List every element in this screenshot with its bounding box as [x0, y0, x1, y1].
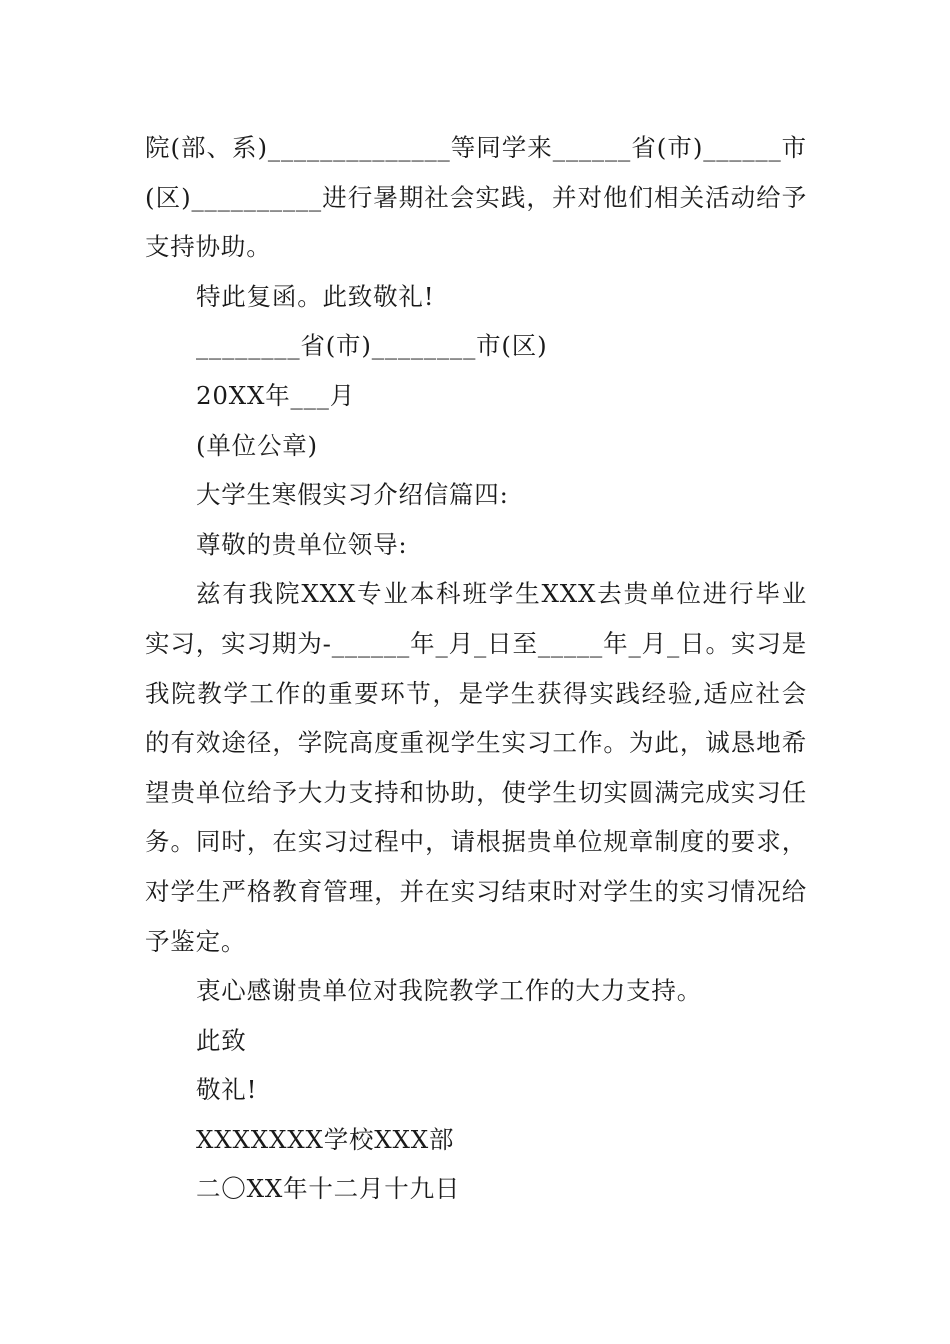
section-heading: 大学生寒假实习介绍信篇四:	[196, 480, 509, 510]
paragraph-thanks: 衷心感谢贵单位对我院教学工作的大力支持。	[196, 976, 702, 1006]
paragraph-date: 二〇XX年十二月十九日	[196, 1174, 461, 1204]
paragraph-main-body: 兹有我院XXX专业本科班学生XXX去贵单位进行毕业实习，实习期为-______年_月_日至_____年_月_日。实习是我院教学工作的重要环节，是学生获得实践经验,适应社会的有效途径，学院高度重视学生实习工作。为此，诚恳地希望贵单位给予大力支持和协助，使学生切实圆满完成实习任务。同时，在实习过程中，请根据贵单位规章制度的要求，对学生严格教育管理，并在实习结束时对学生的实习情况给予鉴定。	[145, 579, 807, 956]
paragraph-reply-intro: 院(部、系)______________等同学来______省(市)______市(区)__________进行暑期社会实践，并对他们相关活动给予支持协助。	[145, 133, 807, 262]
document-body	[145, 123, 807, 1214]
paragraph-signature: XXXXXXX学校XXX部	[196, 1124, 455, 1154]
paragraph-jingli: 敬礼!	[196, 1075, 258, 1105]
paragraph-salutation: 尊敬的贵单位领导:	[196, 529, 408, 559]
paragraph-closing-reply: 特此复函。此致敬礼!	[196, 281, 435, 311]
paragraph-date-blank: 20XX年___月	[196, 380, 356, 410]
paragraph-location-blank: ________省(市)________市(区)	[196, 331, 548, 361]
paragraph-cizhi: 此致	[196, 1025, 247, 1055]
paragraph-unit-seal: (单位公章)	[196, 430, 318, 460]
